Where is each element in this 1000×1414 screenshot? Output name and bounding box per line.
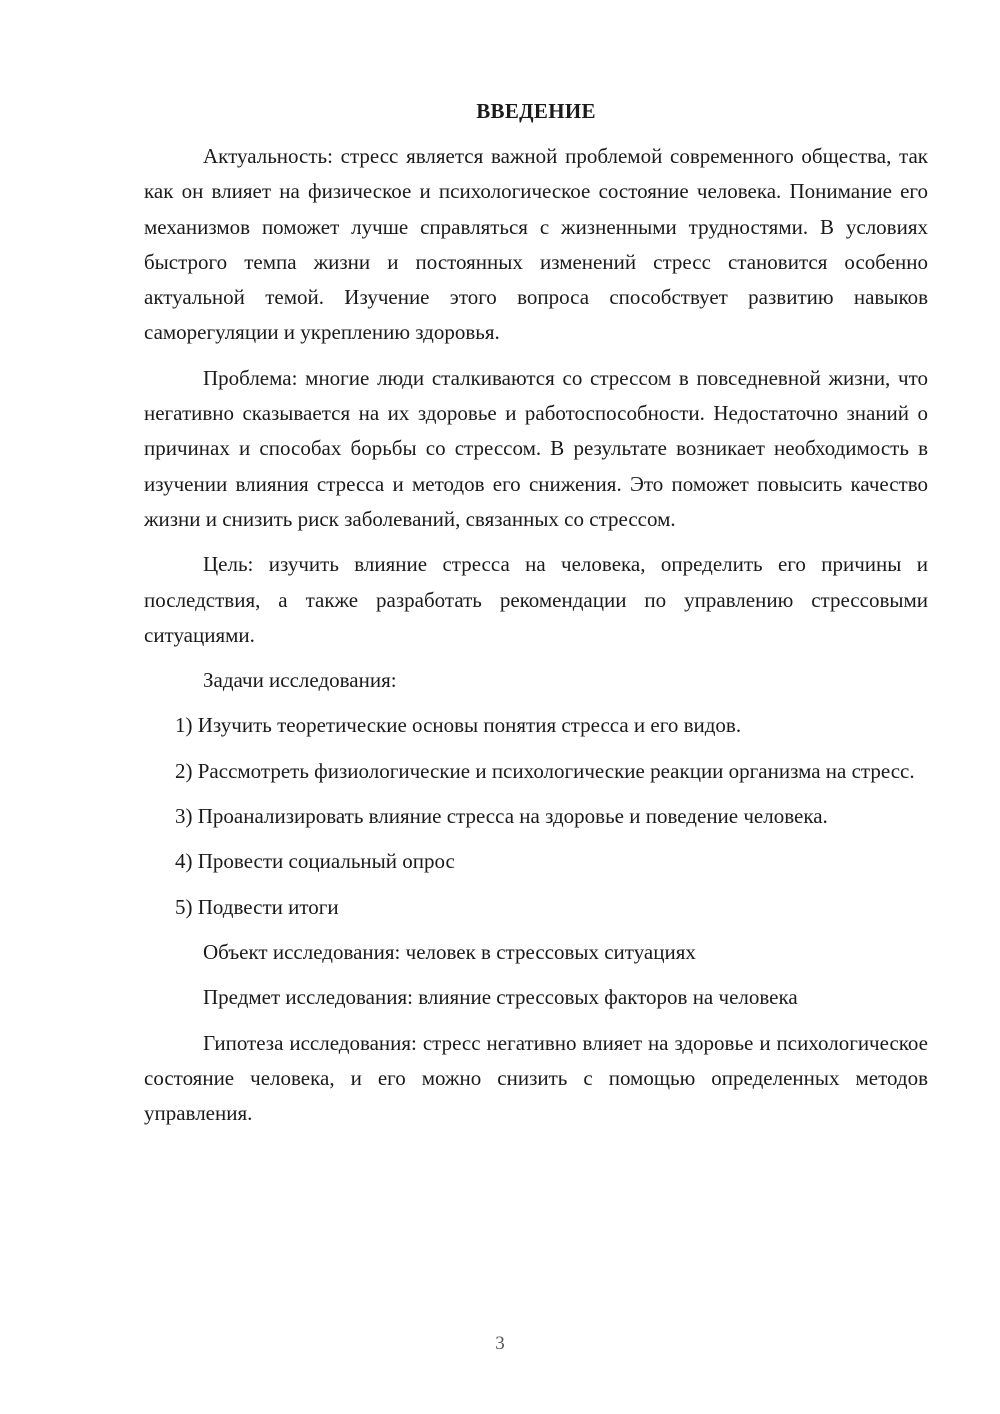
tasks-heading: Задачи исследования: [203,668,397,693]
task-item-1: 1) Изучить теоретические основы понятия стресса и его видов. [175,713,742,738]
task-item-2: 2) Рассмотреть физиологические и психологические реакции организма на стресс. [175,758,915,783]
paragraph-problem: Проблема: многие люди сталкиваются со стрессом в повседневной жизни, что негативно сказывается на их здоровье и работоспособности. Недостаточно знаний о причинах и способах борьбы со стрессом. В результате возникает необходимость в изучении влияния стресса и методов его снижения. Это поможет повысить качество жизни и снизить риск заболеваний, связанных со стрессом. [144,365,928,531]
paragraph-subject: Предмет исследования: влияние стрессовых факторов на человека [203,985,798,1010]
page-number: 3 [495,1333,505,1354]
task-item-5: 5) Подвести итоги [175,894,339,919]
paragraph-object: Объект исследования: человек в стрессовых ситуациях [203,939,696,964]
task-item-3: 3) Проанализировать влияние стресса на здоровье и поведение человека. [175,804,828,829]
paragraph-relevance: Актуальность: стресс является важной проблемой современного общества, так как он влияет на физическое и психологическое состояние человека. Понимание его механизмов поможет лучше справляться с жизненными трудностями. В условиях быстрого темпа жизни и постоянных изменений стресс становится особенно актуальной темой. Изучение этого вопроса способствует развитию навыков саморегуляции и укреплению здоровья. [144,144,928,345]
paragraph-goal: Цель: изучить влияние стресса на человека, определить его причины и последствия, а также разработать рекомендации по управлению стрессовыми ситуациями. [144,552,928,647]
paragraph-hypothesis: Гипотеза исследования: стресс негативно влияет на здоровье и психологическое состояние человека, и его можно снизить с помощью определенных методов управления. [144,1030,928,1126]
task-item-4: 4) Провести социальный опрос [175,849,455,874]
page-content [144,96,928,1131]
section-title: ВВЕДЕНИЕ [476,99,596,123]
